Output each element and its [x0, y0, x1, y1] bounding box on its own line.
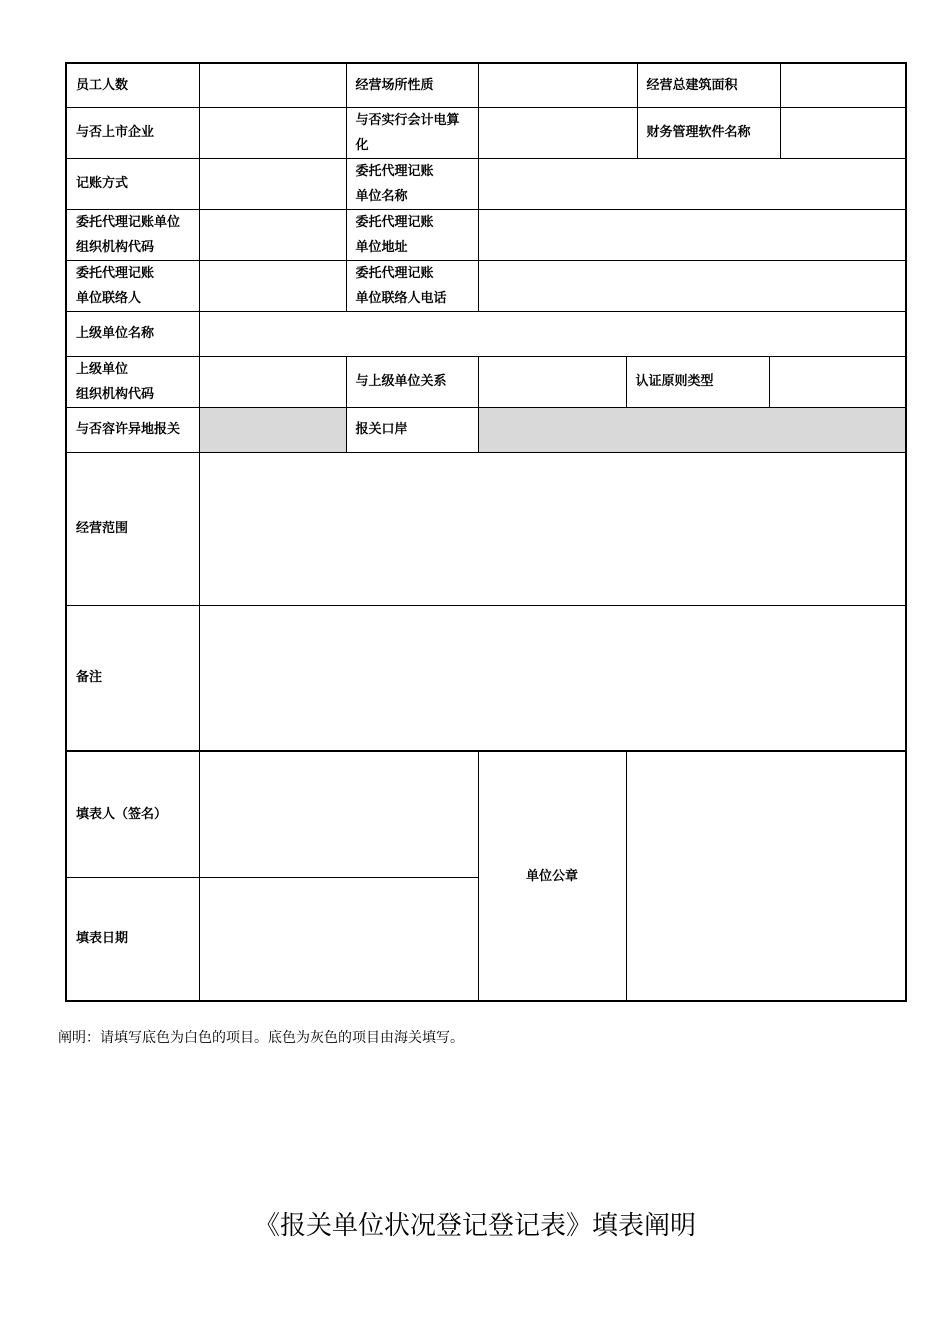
label-line: 委托代理记账单位: [76, 214, 181, 230]
label-declaration-port: 报关口岸: [346, 407, 478, 452]
field-premises-nature[interactable]: [478, 63, 637, 107]
form-row-remarks: [66, 605, 906, 751]
form-row-business-scope: [66, 452, 906, 605]
label-agent-contact-phone: [346, 260, 478, 311]
label-agent-address: [346, 209, 478, 260]
label-accounting-computerization: [346, 107, 478, 158]
field-parent-relationship[interactable]: [478, 356, 626, 407]
field-bookkeeping-method[interactable]: [199, 158, 346, 209]
field-certification-type[interactable]: [769, 356, 906, 407]
field-total-building-area[interactable]: [780, 63, 906, 107]
field-business-scope[interactable]: [199, 452, 906, 605]
label-premises-nature: 经营场所性质: [346, 63, 478, 107]
field-employee-count[interactable]: [199, 63, 346, 107]
label-line: 与否实行会计电算: [355, 112, 460, 128]
field-filler-signature[interactable]: [199, 751, 478, 877]
label-business-scope: 经营范围: [66, 452, 199, 605]
label-finance-software-name: 财务管理软件名称: [637, 107, 780, 158]
field-fill-date[interactable]: [199, 877, 478, 1001]
label-unit-seal: 单位公章: [478, 751, 626, 1001]
label-line: 单位地址: [355, 239, 408, 255]
field-remote-declaration: [199, 407, 346, 452]
label-filler-signature: 填表人（签名）: [66, 751, 199, 877]
label-remarks: 备注: [66, 605, 199, 751]
label-line: 化: [355, 137, 369, 153]
field-remarks[interactable]: [199, 605, 906, 751]
label-listed-company: 与否上市企业: [66, 107, 199, 158]
field-parent-org-code[interactable]: [199, 356, 346, 407]
form-row-listed-company: [66, 107, 906, 158]
form-row-parent-org-code: [66, 356, 906, 407]
field-finance-software-name[interactable]: [780, 107, 906, 158]
label-line: 委托代理记账: [355, 214, 434, 230]
label-agent-name: [346, 158, 478, 209]
label-certification-type: 认证原则类型: [626, 356, 769, 407]
label-bookkeeping-method: 记账方式: [66, 158, 199, 209]
label-agent-org-code: [66, 209, 199, 260]
label-line: 委托代理记账: [355, 163, 434, 179]
form-row-agent-contact: [66, 260, 906, 311]
label-line: 委托代理记账: [76, 265, 155, 281]
form-row-agent-org-code: [66, 209, 906, 260]
instructions-title: 《报关单位状况登记登记表》填表阐明: [253, 1211, 696, 1241]
form-row-employee-count: [66, 63, 906, 107]
label-parent-org-code: [66, 356, 199, 407]
field-listed-company[interactable]: [199, 107, 346, 158]
label-total-building-area: 经营总建筑面积: [637, 63, 780, 107]
field-agent-contact[interactable]: [199, 260, 346, 311]
field-unit-seal[interactable]: [626, 751, 906, 1001]
label-line: 上级单位: [76, 361, 129, 377]
field-parent-unit-name[interactable]: [199, 311, 906, 356]
label-agent-contact: [66, 260, 199, 311]
form-row-bookkeeping-method: [66, 158, 906, 209]
label-line: 委托代理记账: [355, 265, 434, 281]
label-remote-declaration: 与否容许异地报关: [66, 407, 199, 452]
field-agent-contact-phone[interactable]: [478, 260, 906, 311]
label-line: 单位名称: [355, 188, 408, 204]
field-accounting-computerization[interactable]: [478, 107, 637, 158]
label-employee-count: 员工人数: [66, 63, 199, 107]
label-line: 单位联络人: [76, 290, 142, 306]
field-agent-address[interactable]: [478, 209, 906, 260]
field-agent-name[interactable]: [478, 158, 906, 209]
label-parent-unit-name: 上级单位名称: [66, 311, 199, 356]
label-line: 单位联络人电话: [355, 290, 447, 306]
registration-form-table: [65, 62, 907, 1002]
fill-instruction-note: 阐明：请填写底色为白色的项目。底色为灰色的项目由海关填写。: [58, 1030, 464, 1046]
field-declaration-port: [478, 407, 906, 452]
label-fill-date: 填表日期: [66, 877, 199, 1001]
label-parent-relationship: 与上级单位关系: [346, 356, 478, 407]
form-row-remote-declaration: [66, 407, 906, 452]
form-row-parent-unit-name: [66, 311, 906, 356]
label-line: 组织机构代码: [76, 239, 155, 255]
field-agent-org-code[interactable]: [199, 209, 346, 260]
form-row-filler-signature: [66, 751, 906, 877]
label-line: 组织机构代码: [76, 386, 155, 402]
